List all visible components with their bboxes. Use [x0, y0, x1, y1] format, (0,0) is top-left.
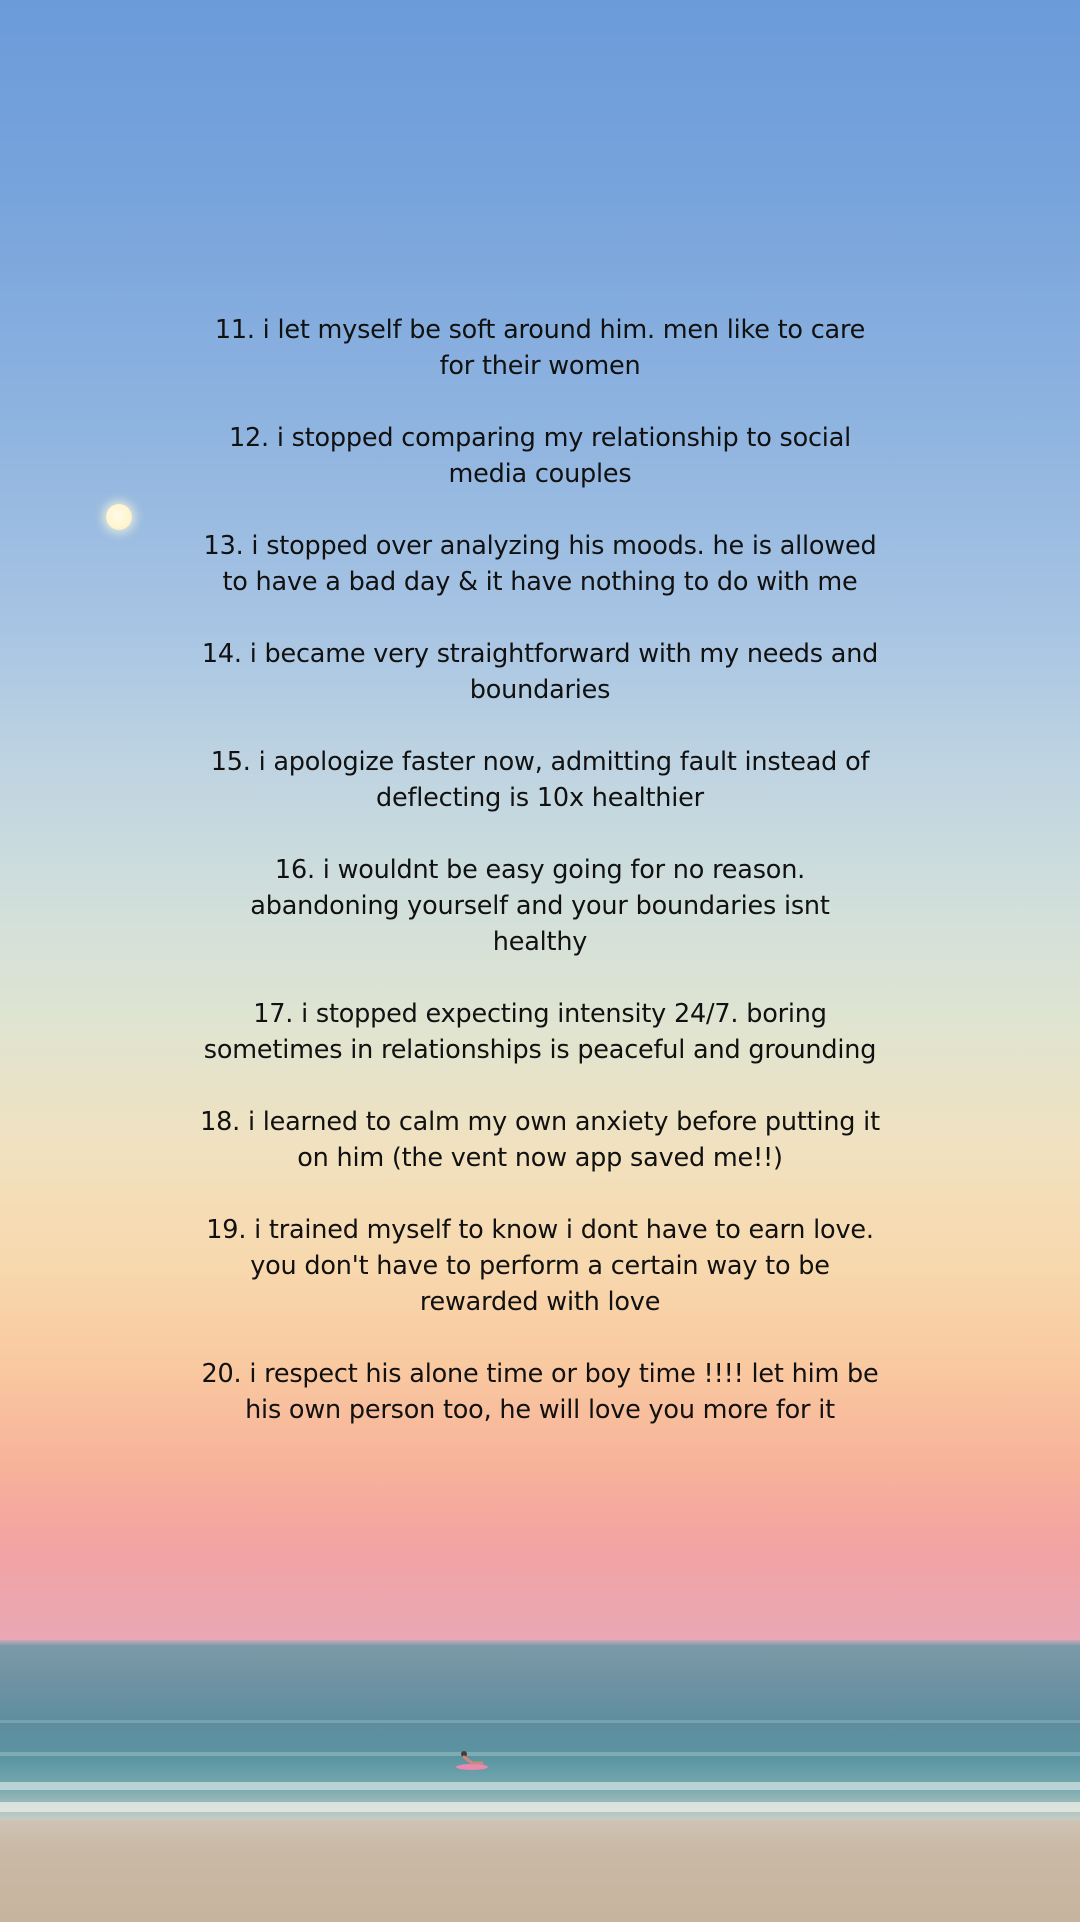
- wave: [0, 1752, 1080, 1756]
- list-item: 14. i became very straightforward with my needs and boundaries: [201, 639, 879, 705]
- moon: [106, 504, 132, 530]
- list-item: 17. i stopped expecting intensity 24/7. boring sometimes in relationships is peaceful and grounding: [203, 999, 877, 1065]
- list-item: 13. i stopped over analyzing his moods. he is allowed to have a bad day & it have nothing to do with me: [203, 531, 877, 597]
- list-item: 19. i trained myself to know i dont have to earn love. you don't have to perform a certain way to be rewarded with love: [206, 1215, 874, 1317]
- list-item: 16. i wouldnt be easy going for no reason. abandoning yourself and your boundaries isnt healthy: [250, 855, 830, 957]
- sea: [0, 1645, 1080, 1820]
- surfer-figure: [452, 1748, 492, 1772]
- list-item: 12. i stopped comparing my relationship to social media couples: [228, 423, 852, 489]
- sand: [0, 1820, 1080, 1922]
- list-item: 11. i let myself be soft around him. men like to care for their women: [214, 315, 866, 381]
- list-item: 15. i apologize faster now, admitting fault instead of deflecting is 10x healthier: [210, 747, 870, 813]
- list-item: 18. i learned to calm my own anxiety before putting it on him (the vent now app saved me!!): [200, 1107, 880, 1173]
- wave: [0, 1720, 1080, 1723]
- wave: [0, 1802, 1080, 1812]
- tips-list: [200, 312, 880, 1428]
- wave: [0, 1782, 1080, 1790]
- list-item: 20. i respect his alone time or boy time !!!! let him be his own person too, he will love you more for it: [201, 1359, 879, 1425]
